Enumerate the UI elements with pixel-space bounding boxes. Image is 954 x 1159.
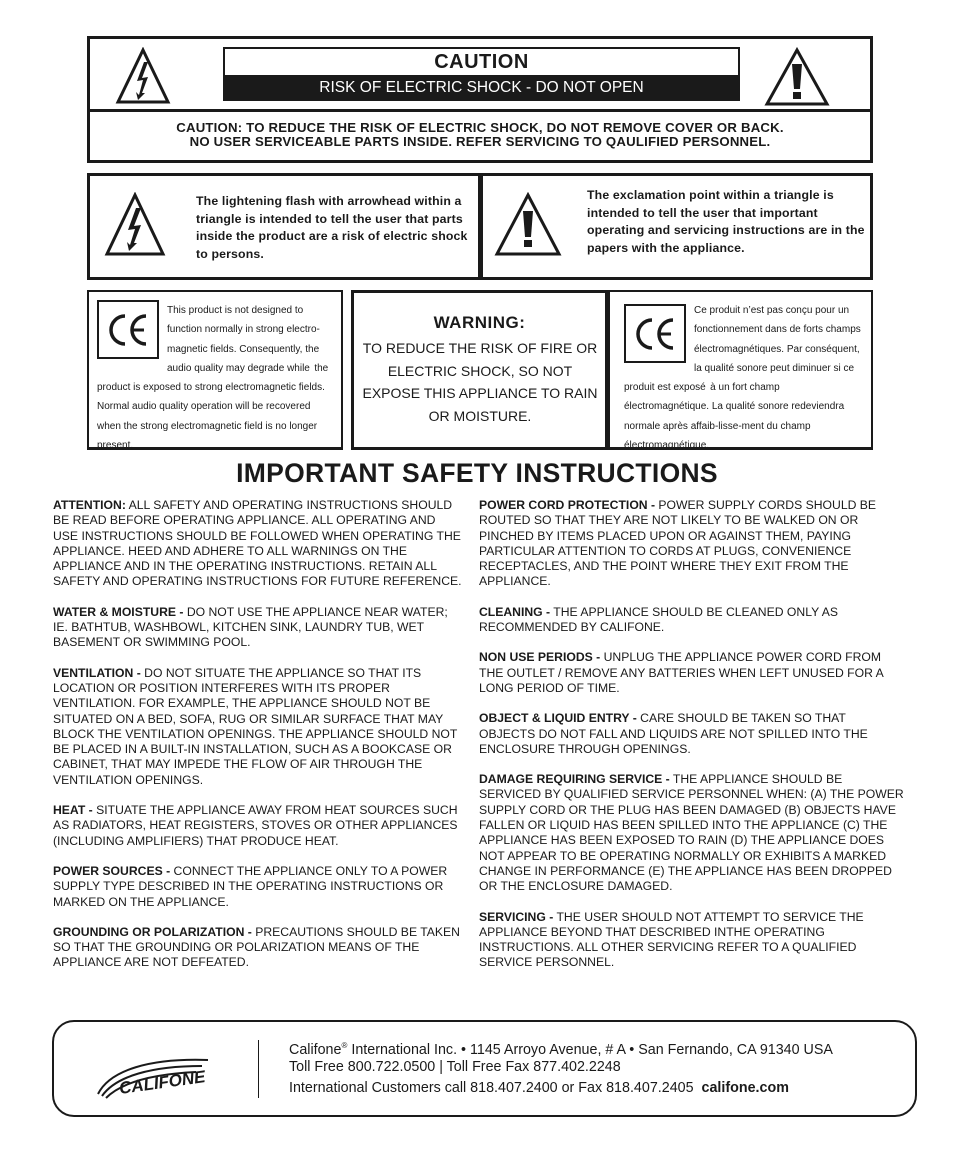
instruction-label: POWER CORD PROTECTION - bbox=[479, 498, 656, 512]
right-instructions-column bbox=[479, 498, 904, 986]
instruction-non-use bbox=[479, 650, 904, 696]
instruction-text: THE APPLIANCE SHOULD BE SERVICED BY QUALIFIED SERVICE PERSONNEL WHEN: (A) THE POWER SUPPLY CORD OR THE PLUG HAS BEEN DAMAGED (B) OBJECTS HAVE FALLEN OR LIQUID HAS BEEN SPILLED INTO THE APPLIANCE (C) THE APPLIANCE HAS BEEN EXPOSED TO RAIN (D) THE APPLIANCE DOES NOT APPEAR TO BE OPERATING NORMALLY OR EXHIBITS A MARKED CHANGE IN PERFORMANCE (E) THE APPLIANCE HAS BEEN DROPPED OR THE ENCLOSURE DAMAGED. bbox=[479, 772, 904, 894]
instruction-water-moisture bbox=[53, 605, 463, 651]
instruction-text: THE USER SHOULD NOT ATTEMPT TO SERVICE THE APPLIANCE BEYOND THAT DESCRIBED INTHE OPERATING INSTRUCTIONS. ALL OTHER SERVICING REFER TO A QUALIFIED SERVICE PERSONNEL. bbox=[479, 909, 864, 970]
exclamation-explanation-box bbox=[481, 173, 873, 280]
left-instructions-column bbox=[53, 498, 463, 986]
instruction-label: ATTENTION: bbox=[53, 498, 126, 512]
exclamation-triangle-icon bbox=[764, 47, 830, 107]
instruction-text: POWER SUPPLY CORDS SHOULD BE ROUTED SO THAT THEY ARE NOT LIKELY TO BE WALKED ON OR PINCHED BY ITEMS PLACED UPON OR AGAINST THEM, PAYING PARTICULAR ATTENTION TO CORDS AT PLUGS, CONVENIENCE RECEPTACLES, AND THE POINT WHERE THEY EXIT FROM THE APPLIANCE. bbox=[479, 498, 877, 589]
instruction-attention bbox=[53, 498, 463, 590]
instruction-text: CARE SHOULD BE TAKEN SO THAT OBJECTS DO NOT FALL AND LIQUIDS ARE NOT SPILLED INTO THE ENCLOSURE THROUGH OPENINGS. bbox=[479, 711, 868, 756]
instruction-damage-service bbox=[479, 772, 904, 894]
caution-title-box bbox=[223, 47, 740, 101]
instruction-object-liquid bbox=[479, 711, 904, 757]
lightning-triangle-icon bbox=[115, 47, 171, 105]
instruction-label: GROUNDING OR POLARIZATION - bbox=[53, 924, 252, 939]
registered-mark: ® bbox=[341, 1041, 348, 1050]
instruction-label: OBJECT & LIQUID ENTRY - bbox=[479, 711, 637, 726]
instruction-label: DAMAGE REQUIRING SERVICE - bbox=[479, 772, 670, 787]
instruction-text: THE APPLIANCE SHOULD BE CLEANED ONLY AS RECOMMENDED BY CALIFONE. bbox=[479, 604, 838, 635]
instruction-label: WATER & MOISTURE - bbox=[53, 604, 184, 619]
footer-divider bbox=[258, 1040, 259, 1098]
ce-english-text-part2: the product is exposed to strong electromagnetic fields. Normal audio quality operation will be recovered when the strong electromagnetic field is no longer present. bbox=[97, 362, 329, 452]
ce-french-text-part2: à un fort champ électromagnétique. La qualité sonore redeviendra normale après affaib-lisse-ment du champ électromagnétique. bbox=[624, 382, 845, 452]
instruction-power-sources bbox=[53, 864, 463, 910]
instruction-label: CLEANING - bbox=[479, 604, 551, 619]
instruction-ventilation bbox=[53, 666, 463, 788]
instruction-heat bbox=[53, 803, 463, 849]
warning-box bbox=[351, 290, 608, 450]
lightning-explanation-box bbox=[87, 173, 481, 280]
ce-english-box bbox=[87, 290, 343, 450]
lightning-explanation-text: The lightening flash with arrowhead within a triangle is intended to tell the user that parts inside the product are a risk of electric shock to persons. bbox=[196, 194, 468, 261]
instruction-cleaning bbox=[479, 605, 904, 636]
company-address: International Inc. • 1145 Arroyo Avenue, # A • San Fernando, CA 91340 USA bbox=[347, 1041, 833, 1058]
instruction-text: DO NOT SITUATE THE APPLIANCE SO THAT ITS LOCATION OR POSITION INTERFERES WITH ITS PROPER VENTILATION. FOR EXAMPLE, THE APPLIANCE SHOULD NOT BE SITUATED ON A BED, SOFA, RUG OR SIMILAR SURFACE THAT MAY BLOCK THE VENTILATION OPENINGS. THE APPLIANCE SHOULD NOT BE PLACED IN A BUILT-IN INSTALLATION, SUCH AS A BOOKCASE OR CABINET, THAT MAY IMPEDE THE FLOW OF AIR THROUGH THE VENTILATION OPENINGS. bbox=[53, 665, 458, 787]
page-title: IMPORTANT SAFETY INSTRUCTIONS bbox=[236, 458, 718, 488]
logo-wordmark: CALIFONE bbox=[117, 1067, 207, 1098]
caution-box bbox=[87, 36, 873, 163]
instruction-label: NON USE PERIODS - bbox=[479, 650, 601, 665]
instruction-grounding bbox=[53, 925, 463, 971]
ce-english-content bbox=[97, 300, 335, 454]
international-contact: International Customers call 818.407.2400 or Fax 818.407.2405 bbox=[289, 1080, 694, 1096]
instruction-text: CONNECT THE APPLIANCE ONLY TO A POWER SUPPLY TYPE DESCRIBED IN THE OPERATING INSTRUCTIONS OR MARKED ON THE APPLIANCE. bbox=[53, 863, 448, 909]
ce-mark-icon bbox=[624, 304, 686, 363]
footer-international bbox=[289, 1078, 909, 1098]
caution-subtitle: RISK OF ELECTRIC SHOCK - DO NOT OPEN bbox=[225, 75, 738, 101]
lightning-triangle-icon bbox=[104, 192, 166, 258]
instruction-servicing bbox=[479, 910, 904, 971]
instruction-text: UNPLUG THE APPLIANCE POWER CORD FROM THE OUTLET / REMOVE ANY BATTERIES WHEN LEFT UNUSED FOR A LONG PERIOD OF TIME. bbox=[479, 650, 884, 695]
caution-warning-text bbox=[90, 121, 870, 149]
ce-french-box bbox=[608, 290, 873, 450]
ce-french-text-part1: Ce produit n’est pas conçu pour un fonctionnement dans de forts champs électromagnétiques. Par conséquent, la qualité sonore peut diminuer si ce produit est exposé bbox=[624, 305, 861, 394]
instruction-label: HEAT - bbox=[53, 803, 93, 818]
instruction-text: SITUATE THE APPLIANCE AWAY FROM HEAT SOURCES SUCH AS RADIATORS, HEAT REGISTERS, STOVES OR OTHER APPLIANCES (INCLUDING AMPLIFIERS) THAT PRODUCE HEAT. bbox=[53, 803, 458, 848]
website-link[interactable]: califone.com bbox=[701, 1080, 789, 1096]
company-name: Califone bbox=[289, 1041, 342, 1058]
ce-french-content bbox=[624, 300, 862, 454]
warning-title: WARNING: bbox=[433, 313, 526, 332]
instruction-label: VENTILATION - bbox=[53, 665, 141, 680]
caution-line-2: NO USER SERVICEABLE PARTS INSIDE. REFER SERVICING TO QAULIFIED PERSONNEL. bbox=[189, 134, 771, 149]
footer-contact-box bbox=[52, 1020, 917, 1117]
exclamation-explanation-text: The exclamation point within a triangle is intended to tell the user that important operating and servicing instructions are in the papers with the appliance. bbox=[587, 188, 865, 255]
instruction-power-cord bbox=[479, 498, 904, 590]
ce-english-text-part1: This product is not designed to function normally in strong electro-magnetic fields. Consequently, the audio quality may degrade while bbox=[167, 305, 320, 374]
caution-line-1: CAUTION: TO REDUCE THE RISK OF ELECTRIC SHOCK, DO NOT REMOVE COVER OR BACK. bbox=[176, 120, 784, 135]
instruction-text: PRECAUTIONS SHOULD BE TAKEN SO THAT THE GROUNDING OR POLARIZATION MEANS OF THE APPLIANCE ARE NOT DEFEATED. bbox=[53, 924, 460, 970]
warning-text: TO REDUCE THE RISK OF FIRE OR ELECTRIC SHOCK, SO NOT EXPOSE THIS APPLIANCE TO RAIN OR MOISTURE. bbox=[362, 340, 598, 424]
instruction-text: DO NOT USE THE APPLIANCE NEAR WATER; IE. BATHTUB, WASHBOWL, KITCHEN SINK, LAUNDRY TUB, WET BASEMENT OR SWIMMING POOL. bbox=[53, 604, 448, 650]
ce-mark-glyph bbox=[106, 312, 150, 348]
footer-phone: Toll Free 800.722.0500 | Toll Free Fax 877.402.2248 bbox=[289, 1059, 621, 1075]
caution-title: CAUTION bbox=[434, 51, 529, 73]
ce-mark-glyph bbox=[633, 316, 677, 352]
exclamation-triangle-icon bbox=[494, 192, 562, 258]
ce-mark-icon bbox=[97, 300, 159, 359]
califone-logo bbox=[90, 1050, 230, 1102]
instruction-label: SERVICING - bbox=[479, 909, 554, 924]
caution-divider bbox=[90, 109, 870, 112]
instruction-text: ALL SAFETY AND OPERATING INSTRUCTIONS SHOULD BE READ BEFORE OPERATING APPLIANCE. ALL OPERATING AND USE INSTRUCTIONS SHOULD BE FOLLOWED WHEN OPERATING THE APPLIANCE. HEED AND ADHERE TO ALL WARNINGS ON THE APPLIANCE AND IN THE OPERATING INSTRUCTIONS. RETAIN ALL SAFETY AND OPERATING INSTRUCTIONS FOR FUTURE REFERENCE. bbox=[53, 498, 462, 589]
instruction-label: POWER SOURCES - bbox=[53, 863, 171, 878]
